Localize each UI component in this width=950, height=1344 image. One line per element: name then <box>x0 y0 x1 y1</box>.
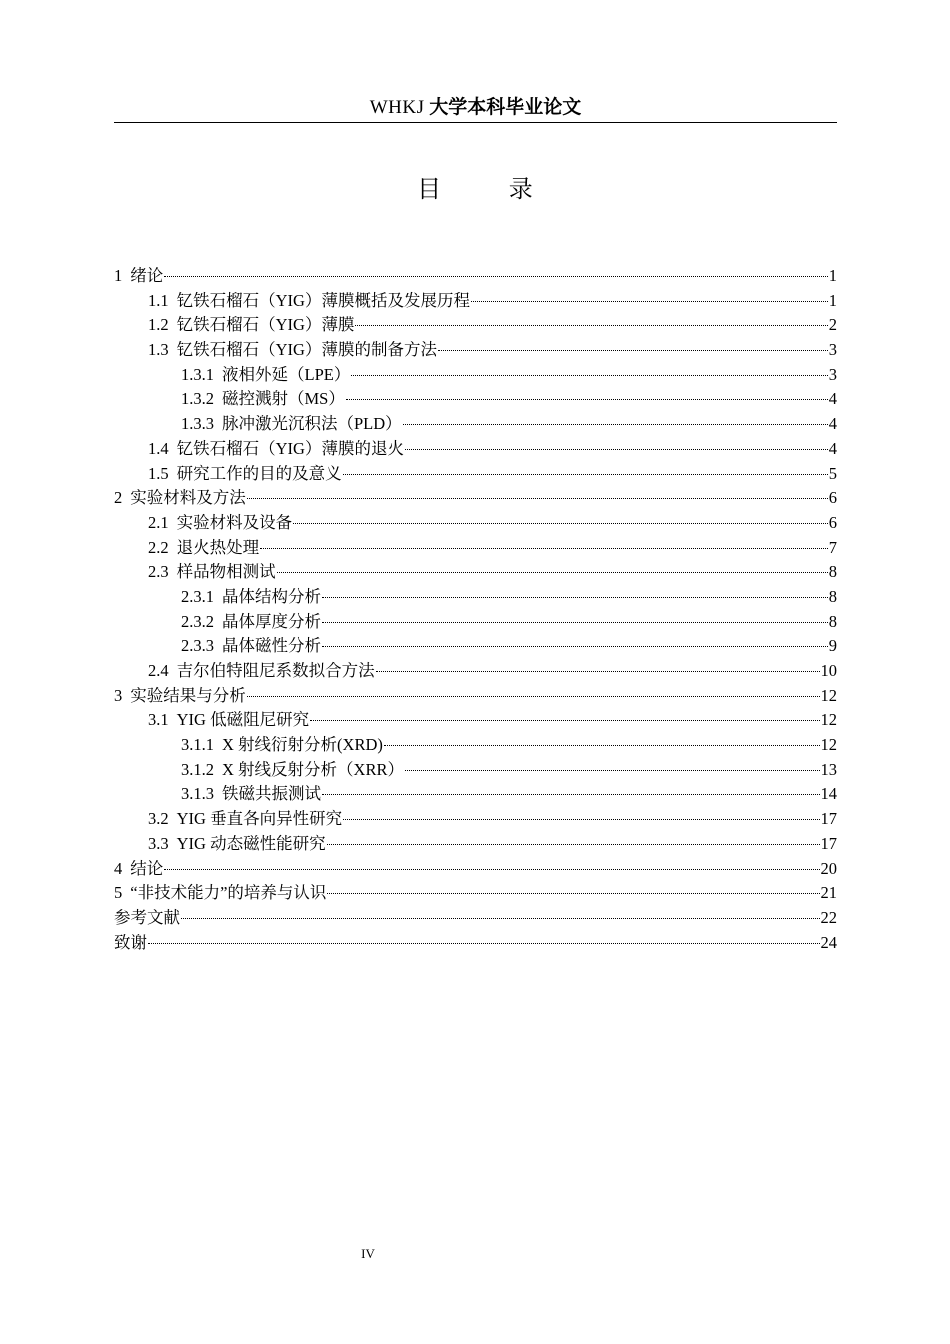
toc-entry-number: 3.1.2 <box>181 759 214 779</box>
toc-entry[interactable] <box>114 585 837 610</box>
toc-entry-page: 4 <box>828 438 837 458</box>
toc-entry-page: 1 <box>828 266 837 285</box>
toc-entry-label: 样品物相测试 <box>176 562 276 582</box>
toc-entry-label: X 射线反射分析（XRR） <box>222 759 404 779</box>
toc-leader-dots <box>181 918 820 919</box>
toc-leader-dots <box>376 671 820 672</box>
toc-entry[interactable] <box>114 363 837 388</box>
toc-leader-dots <box>277 572 828 573</box>
toc-entry-label: 实验材料及设备 <box>176 512 293 532</box>
toc-leader-dots <box>346 399 828 400</box>
toc-entry-label: “非技术能力”的培养与认识 <box>130 883 327 903</box>
toc-entry-number: 2.3.3 <box>181 636 214 656</box>
toc-entry-page: 3 <box>828 364 837 384</box>
toc-entry[interactable] <box>114 289 837 314</box>
toc-entry-page: 20 <box>820 858 837 878</box>
toc-entry-page: 12 <box>820 735 837 755</box>
toc-entry-number: 2.2 <box>148 537 169 557</box>
toc-entry-label: 晶体磁性分析 <box>222 636 321 656</box>
toc-entry-page: 4 <box>828 389 837 409</box>
toc-leader-dots <box>405 770 820 771</box>
toc-entry-number: 1.1 <box>148 290 169 310</box>
running-header <box>114 94 837 123</box>
toc-entry[interactable] <box>114 733 837 758</box>
toc-leader-dots <box>327 893 819 894</box>
toc-leader-dots <box>343 819 819 820</box>
toc-entry-label: 铁磁共振测试 <box>222 784 321 804</box>
toc-entry-number: 4 <box>114 858 123 878</box>
toc-entry[interactable] <box>114 881 837 906</box>
toc-entry-page: 6 <box>828 512 837 532</box>
toc-entry[interactable] <box>114 264 837 289</box>
toc-leader-dots <box>164 869 819 870</box>
toc-entry-page: 8 <box>828 586 837 606</box>
toc-leader-dots <box>384 745 820 746</box>
toc-entry-page: 7 <box>828 537 837 557</box>
toc-entry[interactable] <box>114 412 837 437</box>
toc-entry-page: 24 <box>820 932 837 952</box>
toc-entry-number: 1.3.2 <box>181 389 214 409</box>
toc-entry[interactable] <box>114 486 837 511</box>
toc-leader-dots <box>247 696 820 697</box>
toc-entry-number: 1.5 <box>148 463 169 483</box>
toc-leader-dots <box>322 597 828 598</box>
toc-entry[interactable] <box>114 857 837 882</box>
toc-entry-number: 1 <box>114 266 123 285</box>
toc-entry-page: 8 <box>828 611 837 631</box>
toc-leader-dots <box>403 424 828 425</box>
toc-entry[interactable] <box>114 708 837 733</box>
toc-entry-number: 3.1.3 <box>181 784 214 804</box>
toc-entry-page: 21 <box>820 883 837 903</box>
toc-entry-page: 3 <box>828 340 837 360</box>
toc-entry-number: 1.3.1 <box>181 364 214 384</box>
toc-entry[interactable] <box>114 659 837 684</box>
toc-leader-dots <box>322 794 820 795</box>
header-thesis-type: 大学本科毕业论文 <box>429 96 582 118</box>
toc-entry[interactable] <box>114 511 837 536</box>
header-university-code: WHKJ <box>369 97 425 118</box>
toc-leader-dots <box>322 622 828 623</box>
toc-entry-page: 14 <box>820 784 837 804</box>
toc-leader-dots <box>322 646 828 647</box>
toc-entry[interactable] <box>114 782 837 807</box>
toc-entry-number: 2.3.2 <box>181 611 214 631</box>
toc-entry-label: YIG 动态磁性能研究 <box>176 833 326 853</box>
toc-entry-label: 钇铁石榴石（YIG）薄膜的制备方法 <box>176 340 437 360</box>
toc-leader-dots <box>310 720 819 721</box>
toc-entry[interactable] <box>114 931 837 956</box>
toc-entry-label: 磁控溅射（MS） <box>222 389 345 409</box>
toc-entry-page: 4 <box>828 414 837 434</box>
toc-entry-page: 2 <box>828 315 837 335</box>
toc-leader-dots <box>405 449 828 450</box>
toc-entry-page: 12 <box>820 685 837 705</box>
toc-entry-page: 10 <box>820 661 837 680</box>
toc-entry-label: 晶体结构分析 <box>222 586 321 606</box>
toc-entry-number: 1.3.3 <box>181 414 214 434</box>
toc-entry-label: YIG 低磁阻尼研究 <box>176 710 310 730</box>
toc-entry-label: YIG 垂直各向异性研究 <box>176 809 343 829</box>
toc-entry[interactable] <box>114 634 837 659</box>
toc-entry[interactable] <box>114 462 837 487</box>
toc-entry-number: 2.1 <box>148 512 169 532</box>
toc-entry-label: 结论 <box>130 858 164 878</box>
toc-leader-dots <box>293 523 828 524</box>
toc-leader-dots <box>260 548 828 549</box>
toc-entry-label: 吉尔伯特阻尼系数拟合方法 <box>176 661 375 680</box>
toc-entry-label: 液相外延（LPE） <box>222 364 351 384</box>
toc-leader-dots <box>327 844 820 845</box>
toc-entry-page: 17 <box>820 833 837 853</box>
toc-leader-dots <box>351 375 827 376</box>
toc-leader-dots <box>355 325 827 326</box>
toc-entry-label: 绪论 <box>130 266 164 285</box>
toc-entry-page: 13 <box>820 759 837 779</box>
toc-entry-number: 3.2 <box>148 809 169 829</box>
toc-entry-label: 实验结果与分析 <box>130 685 246 705</box>
toc-leader-dots <box>438 350 828 351</box>
toc-entry-number: 3 <box>114 685 123 705</box>
toc-entry[interactable] <box>114 610 837 635</box>
page-number: IV <box>361 1246 375 1261</box>
toc-leader-dots <box>148 943 820 944</box>
toc-entry[interactable] <box>114 906 837 931</box>
toc-entry[interactable] <box>114 807 837 832</box>
toc-entry-number: 3.1 <box>148 710 169 730</box>
toc-entry-number: 1.4 <box>148 438 169 458</box>
toc-entry[interactable] <box>114 758 837 783</box>
toc-entry-page: 17 <box>820 809 837 829</box>
toc-entry[interactable] <box>114 387 837 412</box>
toc-entry-page: 9 <box>828 636 837 656</box>
toc-entry-page: 12 <box>820 710 837 730</box>
toc-entry[interactable] <box>114 313 837 338</box>
toc-entry-page: 5 <box>828 463 837 483</box>
toc-entry[interactable] <box>114 437 837 462</box>
toc-entry-label: 退火热处理 <box>176 537 260 557</box>
toc-entry-number: 2.3 <box>148 562 169 582</box>
toc-title: 目 录 <box>417 175 563 203</box>
toc-entry-label: 晶体厚度分析 <box>222 611 321 631</box>
toc-entry-number: 2 <box>114 488 123 508</box>
toc-entry-label: 实验材料及方法 <box>130 488 246 508</box>
toc-entry-page: 6 <box>828 488 837 508</box>
toc-leader-dots <box>164 276 828 277</box>
toc-entry-page: 8 <box>828 562 837 582</box>
toc-entry[interactable] <box>114 684 837 709</box>
toc-entry-label: 致谢 <box>114 932 147 952</box>
toc-leader-dots <box>247 498 828 499</box>
toc-entry-label: 参考文献 <box>114 907 180 927</box>
toc-entry-number: 3.3 <box>148 833 169 853</box>
toc-entry-label: 钇铁石榴石（YIG）薄膜的退火 <box>176 438 404 458</box>
toc-entry[interactable] <box>114 338 837 363</box>
toc-entry-number: 2.4 <box>148 661 169 680</box>
toc-entry-number: 2.3.1 <box>181 586 214 606</box>
toc-entry-label: 钇铁石榴石（YIG）薄膜 <box>176 315 355 335</box>
toc-leader-dots <box>343 474 828 475</box>
toc-entry-page: 22 <box>820 907 837 927</box>
toc-entry[interactable] <box>114 560 837 585</box>
toc-entry-label: X 射线衍射分析(XRD) <box>222 735 383 755</box>
toc-entry-number: 3.1.1 <box>181 735 214 755</box>
toc-entry-label: 钇铁石榴石（YIG）薄膜概括及发展历程 <box>176 290 470 310</box>
toc-entry-page: 1 <box>828 290 837 310</box>
table-of-contents <box>114 264 837 955</box>
toc-entry-number: 1.2 <box>148 315 169 335</box>
toc-entry-label: 研究工作的目的及意义 <box>176 463 342 483</box>
toc-entry-label: 脉冲激光沉积法（PLD） <box>222 414 402 434</box>
toc-entry-number: 5 <box>114 883 123 903</box>
toc-leader-dots <box>471 301 828 302</box>
toc-entry[interactable] <box>114 536 837 561</box>
toc-entry-number: 1.3 <box>148 340 169 360</box>
toc-entry[interactable] <box>114 832 837 857</box>
